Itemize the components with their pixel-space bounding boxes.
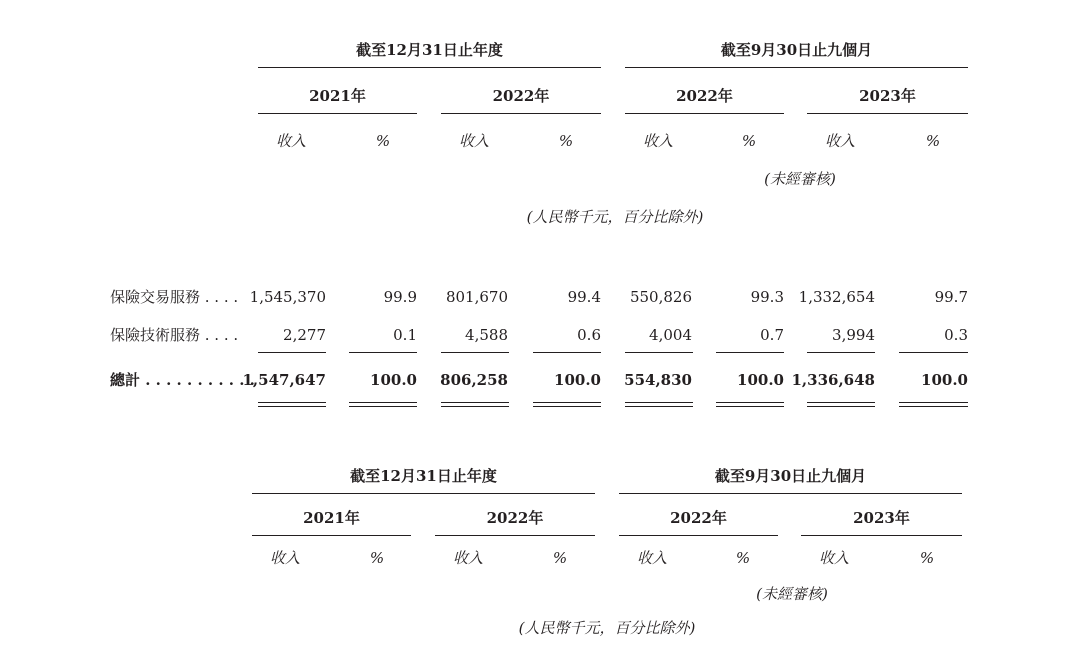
year-header-2022: 2022年 [486, 509, 544, 527]
cell-total-revenue: 554,830 [624, 371, 692, 389]
year-header-2023: 2023年 [859, 87, 916, 105]
subtotal-rule [533, 352, 601, 353]
unit-note: (人民幣千元，百分比除外) [518, 619, 696, 637]
cell-total-revenue: 806,258 [440, 371, 508, 389]
year-header-rule [441, 113, 601, 114]
sub-header-revenue: 收入 [275, 132, 306, 150]
year-header-rule [801, 535, 962, 536]
row-label-insurance-transaction-services: 保險交易服務 . . . . [110, 288, 239, 306]
year-header-2023: 2023年 [853, 509, 910, 527]
total-double-rule [258, 402, 326, 407]
total-double-rule [533, 402, 601, 407]
cell-percent: 99.9 [383, 288, 417, 306]
sub-header-percent: % [925, 132, 941, 150]
year-header-rule [625, 113, 784, 114]
sub-header-percent: % [735, 549, 751, 567]
sub-header-revenue: 收入 [642, 132, 673, 150]
cell-percent: 0.3 [944, 326, 968, 344]
period-header-rule [619, 493, 962, 494]
total-double-rule [349, 402, 417, 407]
sub-header-percent: % [741, 132, 757, 150]
subtotal-rule [441, 352, 509, 353]
total-double-rule [899, 402, 968, 407]
subtotal-rule [349, 352, 417, 353]
year-header-rule [258, 113, 417, 114]
cell-revenue: 801,670 [445, 288, 508, 306]
cell-total-percent: 100.0 [370, 371, 417, 389]
year-header-2022: 2022年 [492, 87, 550, 105]
year-header-rule [619, 535, 778, 536]
year-header-2022-nine-months: 2022年 [676, 87, 733, 105]
sub-header-revenue: 收入 [269, 549, 300, 567]
cell-total-percent: 100.0 [737, 371, 784, 389]
cell-percent: 0.7 [760, 326, 784, 344]
cell-percent: 0.1 [393, 326, 417, 344]
row-label-insurance-technology-services: 保險技術服務 . . . . [110, 326, 239, 344]
cell-percent: 99.3 [750, 288, 784, 306]
cell-revenue: 4,588 [465, 326, 508, 344]
sub-header-revenue: 收入 [636, 549, 667, 567]
subtotal-rule [807, 352, 875, 353]
period-header-rule [258, 67, 601, 68]
sub-header-percent: % [558, 132, 574, 150]
cell-percent: 0.6 [577, 326, 601, 344]
cell-revenue: 1,545,370 [249, 288, 326, 306]
sub-header-revenue: 收入 [452, 549, 483, 567]
period-header-fiscal-year: 截至12月31日止年度 [356, 41, 503, 59]
cell-revenue: 3,994 [832, 326, 875, 344]
sub-header-revenue: 收入 [824, 132, 855, 150]
period-header-fiscal-year: 截至12月31日止年度 [350, 467, 497, 485]
sub-header-percent: % [919, 549, 935, 567]
year-header-2021: 2021年 [309, 87, 366, 105]
cell-total-percent: 100.0 [921, 371, 968, 389]
total-double-rule [441, 402, 509, 407]
year-header-rule [252, 535, 411, 536]
total-double-rule [807, 402, 875, 407]
sub-header-percent: % [375, 132, 391, 150]
sub-header-revenue: 收入 [818, 549, 849, 567]
total-double-rule [716, 402, 784, 407]
cell-total-revenue: 1,336,648 [791, 371, 875, 389]
period-header-nine-months: 截至9月30日止九個月 [714, 467, 867, 485]
subtotal-rule [625, 352, 693, 353]
subtotal-rule [258, 352, 326, 353]
sub-header-revenue: 收入 [458, 132, 489, 150]
year-header-2022-nine-months: 2022年 [670, 509, 727, 527]
period-header-rule [625, 67, 968, 68]
year-header-rule [807, 113, 968, 114]
cell-revenue: 1,332,654 [798, 288, 875, 306]
cell-percent: 99.4 [567, 288, 601, 306]
subtotal-rule [716, 352, 784, 353]
cell-revenue: 2,277 [283, 326, 326, 344]
unit-note: (人民幣千元，百分比除外) [526, 208, 704, 226]
cell-total-percent: 100.0 [554, 371, 601, 389]
subtotal-rule [899, 352, 968, 353]
unaudited-note: (未經審核) [756, 585, 828, 603]
sub-header-percent: % [369, 549, 385, 567]
total-double-rule [625, 402, 693, 407]
row-label-total: 總計 . . . . . . . . . . . [110, 371, 255, 389]
unaudited-note: (未經審核) [764, 170, 836, 188]
year-header-2021: 2021年 [303, 509, 360, 527]
cell-percent: 99.7 [934, 288, 968, 306]
period-header-nine-months: 截至9月30日止九個月 [720, 41, 873, 59]
year-header-rule [435, 535, 595, 536]
cell-revenue: 550,826 [629, 288, 692, 306]
cell-total-revenue: 1,547,647 [242, 371, 326, 389]
sub-header-percent: % [552, 549, 568, 567]
period-header-rule [252, 493, 595, 494]
cell-revenue: 4,004 [649, 326, 692, 344]
